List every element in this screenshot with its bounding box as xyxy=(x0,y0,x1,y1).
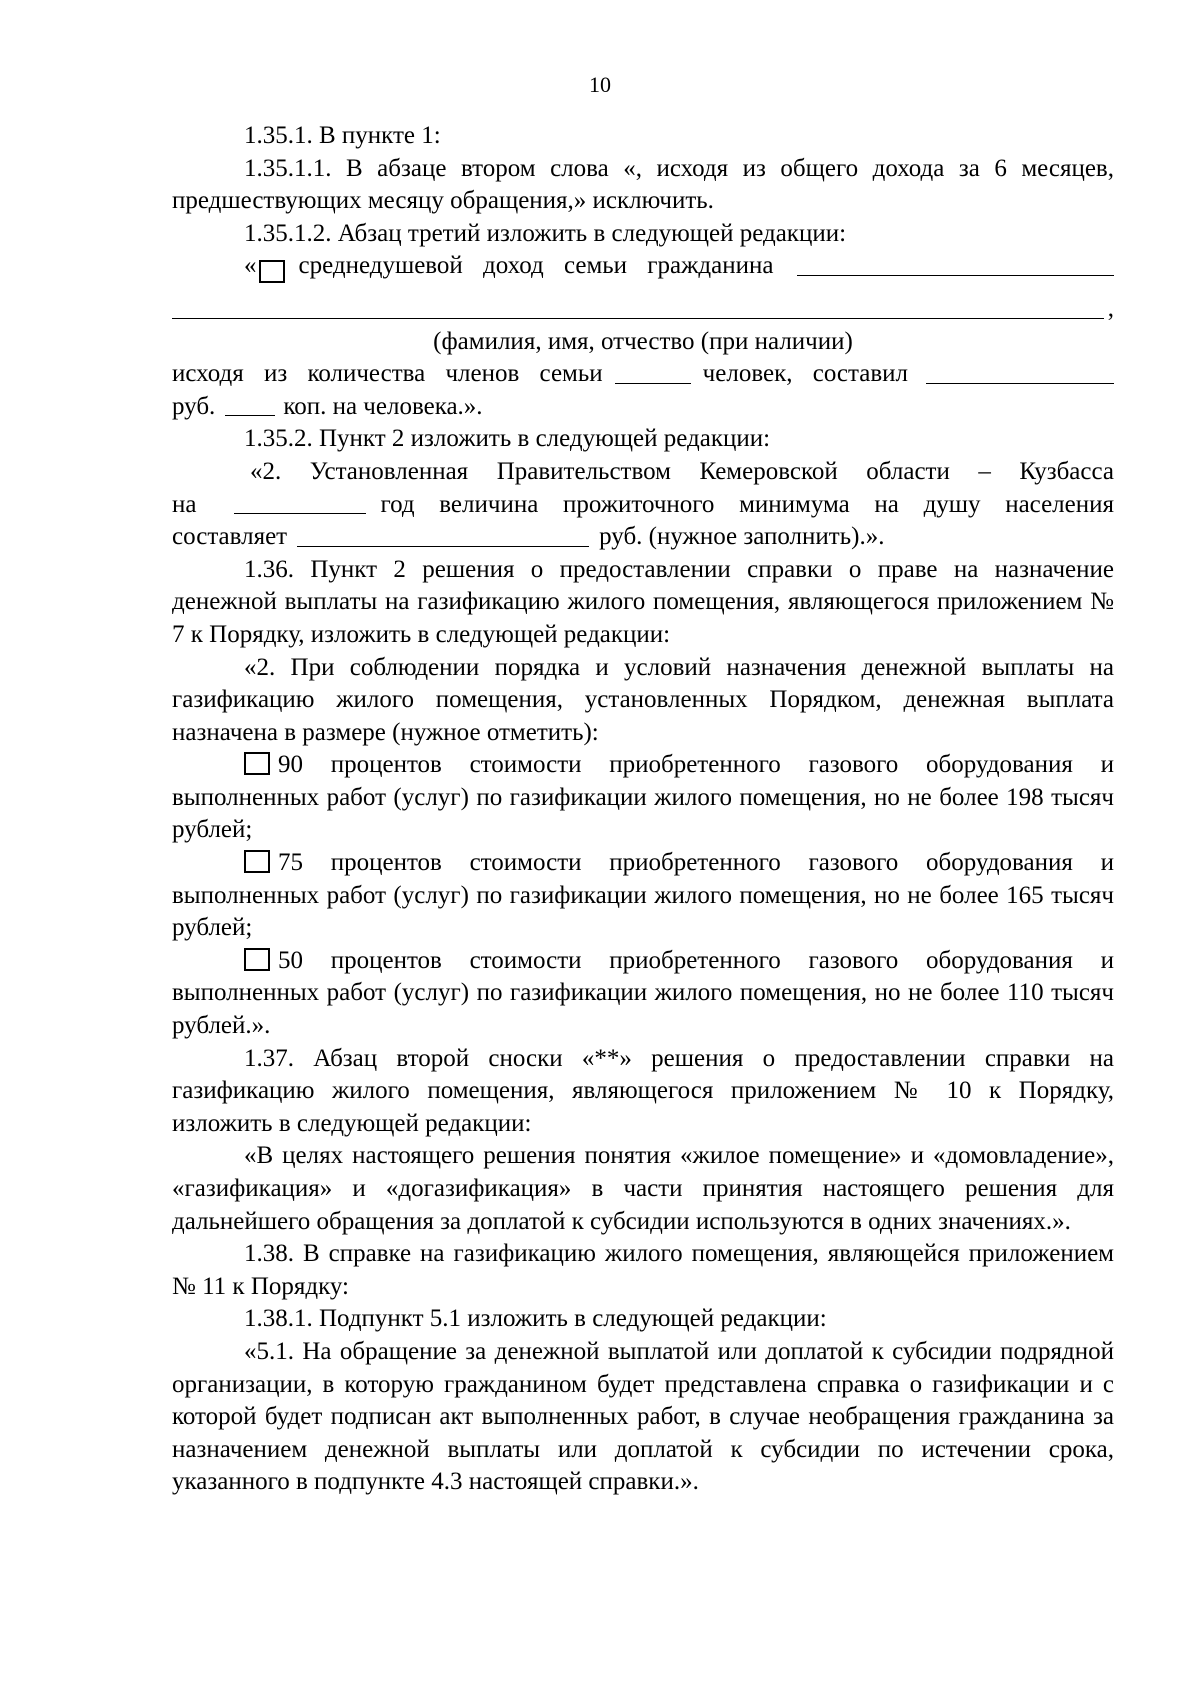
amount-label: составляет xyxy=(172,523,288,551)
blank-line xyxy=(172,318,1104,319)
option-90 xyxy=(172,749,1114,847)
paragraph-5-1: «5.1. На обращение за денежной выплатой или доплатой к субсидии подрядной организации, в которую гражданином будет представлена справка о газификации и с которой будет подписан акт выполненных работ, в случае необращения гражданина за назначением денежной выплаты или доплатой к субсидии по истечении срока, указанного в подпункте 4.3 настоящей справки.». xyxy=(172,1337,1114,1496)
option-75-text: 75 процентов стоимости приобретенного газового оборудования и выполненных работ (услуг) по газификации жилого помещения, но не более 165 тысяч рублей; xyxy=(172,849,1114,942)
na-text: на xyxy=(172,490,197,518)
open-quote: « xyxy=(244,252,257,280)
comma: , xyxy=(1107,294,1114,322)
paragraph-1-36: 1.36. Пункт 2 решения о предоставлении справки о праве на назначение денежной выплаты на газификацию жилого помещения, являющегося приложением № 7 к Порядку, изложить в следующей редакции: xyxy=(172,555,1114,648)
paragraph-1-35-1-1: 1.35.1.1. В абзаце втором слова «, исходя из общего дохода за 6 месяцев, предшествующих месяцу обращения,» исключить. xyxy=(172,154,1114,215)
option-75 xyxy=(172,847,1114,945)
members-line xyxy=(172,358,1114,391)
paragraph-1-38-1: 1.38.1. Подпункт 5.1 изложить в следующей редакции: xyxy=(244,1305,827,1333)
option-50-text: 50 процентов стоимости приобретенного газового оборудования и выполненных работ (услуг) по газификации жилого помещения, но не более 110 тысяч рублей.». xyxy=(172,946,1114,1040)
paragraph-1-35-2: 1.35.2. Пункт 2 изложить в следующей редакции: xyxy=(244,425,771,453)
blank-line xyxy=(297,524,589,547)
option-50 xyxy=(172,945,1114,1043)
paragraph-subsistence: «2. Установленная Правительством Кемеровской области – Кузбасса xyxy=(250,457,1114,485)
checkbox-icon[interactable] xyxy=(244,948,270,971)
paragraph-footnote-quote: «В целях настоящего решения понятия «жилое помещение» и «домовладение», «газификация» и «догазификация» в части принятия настоящего решения для дальнейшего обращения за доплатой к субсидии используются в одних значениях.». xyxy=(172,1142,1114,1235)
page-number: 10 xyxy=(589,72,611,97)
blank-line xyxy=(225,393,275,416)
rub-line xyxy=(172,391,1114,424)
income-line xyxy=(172,250,1114,283)
blank-line xyxy=(234,491,366,514)
name-caption: (фамилия, имя, отчество (при наличии) xyxy=(433,327,853,355)
checkbox-icon[interactable] xyxy=(244,850,270,873)
kop-text: коп. на человека.». xyxy=(283,392,483,420)
amount-text: руб. (нужное заполнить).». xyxy=(599,523,885,551)
option-90-text: 90 процентов стоимости приобретенного газового оборудования и выполненных работ (услуг) по газификации жилого помещения, но не более 198 тысяч рублей; xyxy=(172,751,1114,844)
paragraph-quote-2: «2. При соблюдении порядка и условий назначения денежной выплаты на газификацию жилого помещения, установленных Порядком, денежная выплата назначена в размере (нужное отметить): xyxy=(172,653,1114,746)
blank-line xyxy=(926,383,1114,384)
blank-line xyxy=(615,361,691,384)
document-body xyxy=(172,120,1114,1499)
paragraph-1-38: 1.38. В справке на газификацию жилого помещения, являющейся приложением № 11 к Порядку: xyxy=(172,1240,1114,1300)
persons-text: человек, составил xyxy=(702,360,909,388)
paragraph-1-35-1-2: 1.35.1.2. Абзац третий изложить в следующей редакции: xyxy=(244,219,847,247)
amount-line xyxy=(172,521,1114,554)
blank-line xyxy=(797,275,1114,276)
checkbox-icon[interactable] xyxy=(244,752,270,775)
year-text: год величина прожиточного минимума на душу населения xyxy=(380,490,1114,518)
year-line xyxy=(172,489,1114,522)
paragraph-1-35-1: 1.35.1. В пункте 1: xyxy=(244,122,441,149)
paragraph-1-37: 1.37. Абзац второй сноски «**» решения о предоставлении справки на газификацию жилого помещения, являющегося приложением № 10 к Порядку, изложить в следующей редакции: xyxy=(172,1044,1114,1137)
rub-text: руб. xyxy=(172,392,216,420)
name-line xyxy=(172,293,1114,326)
checkbox-icon[interactable] xyxy=(259,260,285,283)
income-text: среднедушевой доход семьи гражданина xyxy=(298,252,774,280)
members-text: исходя из количества членов семьи xyxy=(172,360,603,388)
